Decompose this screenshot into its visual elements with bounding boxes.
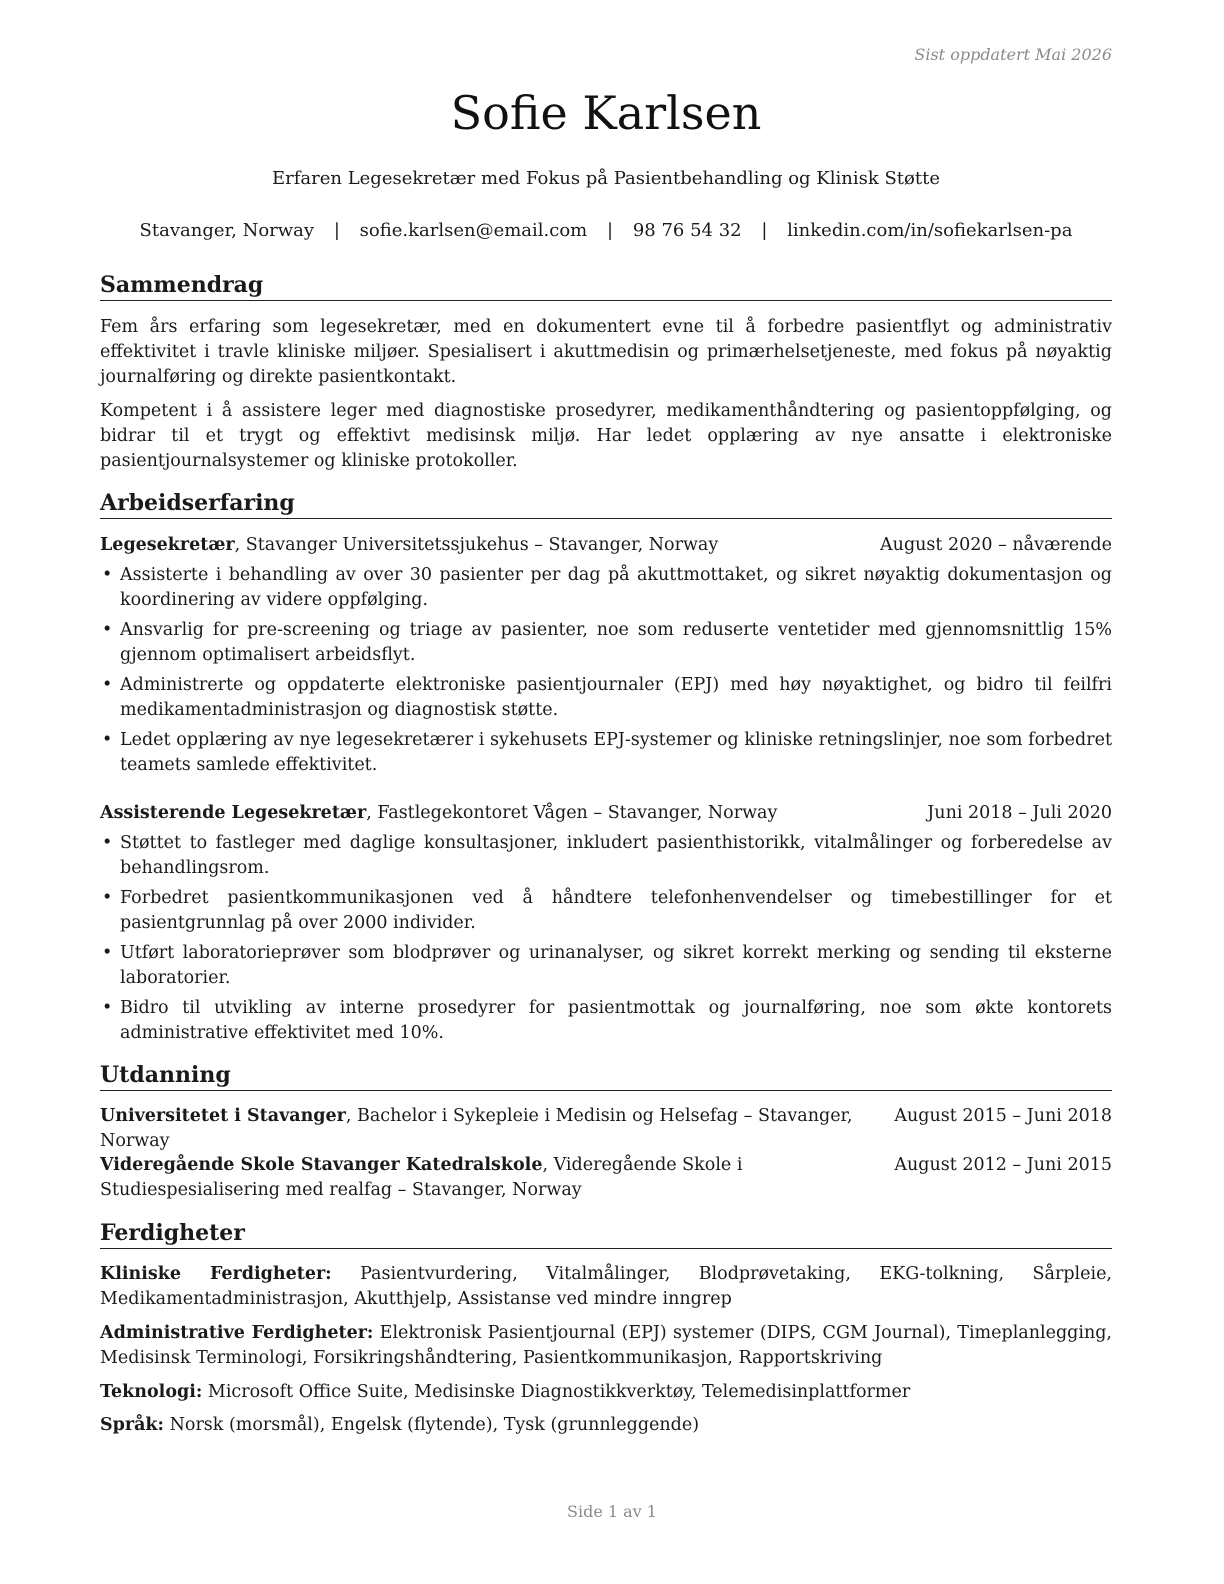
skill-line [100, 1380, 1112, 1405]
job-dates: Juni 2018 – Juli 2020 [927, 803, 1112, 823]
list-item: • Forbedret pasientkommunikasjonen ved å håndtere telefonhenvendelser og timebestillinger for et pasientgrunnlag på over 2000 individer. [100, 886, 1112, 936]
job-dates: August 2020 – nåværende [880, 535, 1112, 555]
person-name: Sofie Karlsen [450, 86, 762, 140]
contact-linkedin[interactable]: linkedin.com/in/sofiekarlsen-pa [787, 220, 1073, 241]
skill-label: Administrative Ferdigheter: [100, 1323, 374, 1343]
education-school: Universitetet i Stavanger [100, 1106, 346, 1126]
tagline: Erfaren Legesekretær med Fokus på Pasientbehandling og Klinisk Støtte [271, 168, 940, 189]
contact-separator: | [607, 220, 614, 241]
list-item: • Ansvarlig for pre-screening og triage av pasienter, noe som reduserte ventetider med gjennomsnittlig 15% gjennom optimalisert arbeidsflyt. [100, 618, 1112, 668]
education-school: Videregående Skole Stavanger Katedralskole [100, 1155, 543, 1175]
last-updated: Sist oppdatert Mai 2026 [914, 45, 1112, 64]
skill-value: Microsoft Office Suite, Medisinske Diagnostikkverktøy, Telemedisinplattformer [202, 1382, 911, 1402]
contact-location: Stavanger, Norway [139, 220, 315, 241]
skill-label: Teknologi: [100, 1382, 203, 1402]
skill-line [100, 1321, 1112, 1371]
education-dates: August 2012 – Juni 2015 [894, 1155, 1112, 1175]
contact-email[interactable]: sofie.karlsen@email.com [359, 220, 588, 241]
skill-value: Pasientvurdering, Vitalmålinger, Blodprøvetaking, EKG-tolkning, Sårpleie, Medikamentadministrasjon, Akutthjelp, Assistanse ved mindre inngrep [100, 1264, 1112, 1309]
job-header [100, 533, 1112, 558]
skill-line [100, 1413, 1112, 1438]
job-place: , Fastlegekontoret Vågen – Stavanger, Norway [366, 803, 778, 823]
summary-paragraph: Fem års erfaring som legesekretær, med en dokumentert evne til å forbedre pasientflyt og administrativ effektivitet i travle kliniske miljøer. Spesialisert i akuttmedisin og primærhelsetjeneste, med fokus på nøyaktig journalføring og direkte pasientkontakt. [100, 317, 1112, 387]
list-item: • Utført laboratorieprøver som blodprøver og urinanalyser, og sikret korrekt merking og sending til eksterne laboratorier. [100, 941, 1112, 991]
section-title-summary: Sammendrag [100, 272, 1112, 301]
contact-separator: | [333, 220, 340, 241]
list-item: • Støttet to fastleger med daglige konsultasjoner, inkludert pasienthistorikk, vitalmålinger og forberedelse av behandlingsrom. [100, 831, 1112, 881]
education-item [100, 1104, 1112, 1154]
skill-label: Kliniske Ferdigheter: [100, 1264, 332, 1284]
list-item: • Administrerte og oppdaterte elektroniske pasientjournaler (EPJ) med høy nøyaktighet, og bidro til feilfri medikamentadministrasjon og diagnostisk støtte. [100, 673, 1112, 723]
skill-label: Språk: [100, 1415, 165, 1435]
summary-paragraph: Kompetent i å assistere leger med diagnostiske prosedyrer, medikamenthåndtering og pasientoppfølging, og bidrar til et trygt og effektivt medisinsk miljø. Har ledet opplæring av nye ansatte i elektroniske pasientjournalsystemer og kliniske protokoller. [100, 401, 1112, 471]
list-item: • Ledet opplæring av nye legesekretærer i sykehusets EPJ-systemer og kliniske retningslinjer, noe som forbedret teamets samlede effektivitet. [100, 728, 1112, 778]
job-role: Assisterende Legesekretær [100, 803, 367, 823]
education-text [100, 1153, 880, 1203]
page-number: Side 1 av 1 [567, 1502, 657, 1521]
education-detail: , Bachelor i Sykepleie i Medisin og Helsefag – Stavanger, Norway [100, 1106, 853, 1151]
job-role: Legesekretær [100, 535, 235, 555]
education-text [100, 1104, 880, 1154]
section-title-experience: Arbeidserfaring [100, 490, 1112, 519]
contact-phone: 98 76 54 32 [632, 220, 742, 241]
job-bullets [100, 563, 1112, 783]
skill-value: Elektronisk Pasientjournal (EPJ) systemer (DIPS, CGM Journal), Timeplanlegging, Medisinsk Terminologi, Forsikringshåndtering, Pasientkommunikasjon, Rapportskriving [100, 1323, 1112, 1368]
job-bullets [100, 831, 1112, 1051]
list-item: • Bidro til utvikling av interne prosedyrer for pasientmottak og journalføring, noe som økte kontorets administrative effektivitet med 10%. [100, 996, 1112, 1046]
list-item: • Assisterte i behandling av over 30 pasienter per dag på akuttmottaket, og sikret nøyaktig dokumentasjon og koordinering av videre oppfølging. [100, 563, 1112, 613]
contact-separator: | [761, 220, 768, 241]
education-detail: , Videregående Skole i Studiespesialisering med realfag – Stavanger, Norway [100, 1155, 743, 1200]
job-header [100, 801, 1112, 826]
section-title-education: Utdanning [100, 1062, 1112, 1091]
skill-line [100, 1262, 1112, 1312]
contact-line [100, 220, 1112, 241]
education-dates: August 2015 – Juni 2018 [894, 1106, 1112, 1126]
education-item [100, 1153, 1112, 1203]
skill-value: Norsk (morsmål), Engelsk (flytende), Tysk (grunnleggende) [164, 1415, 700, 1435]
job-place: , Stavanger Universitetssjukehus – Stavanger, Norway [234, 535, 719, 555]
section-title-skills: Ferdigheter [100, 1220, 1112, 1249]
